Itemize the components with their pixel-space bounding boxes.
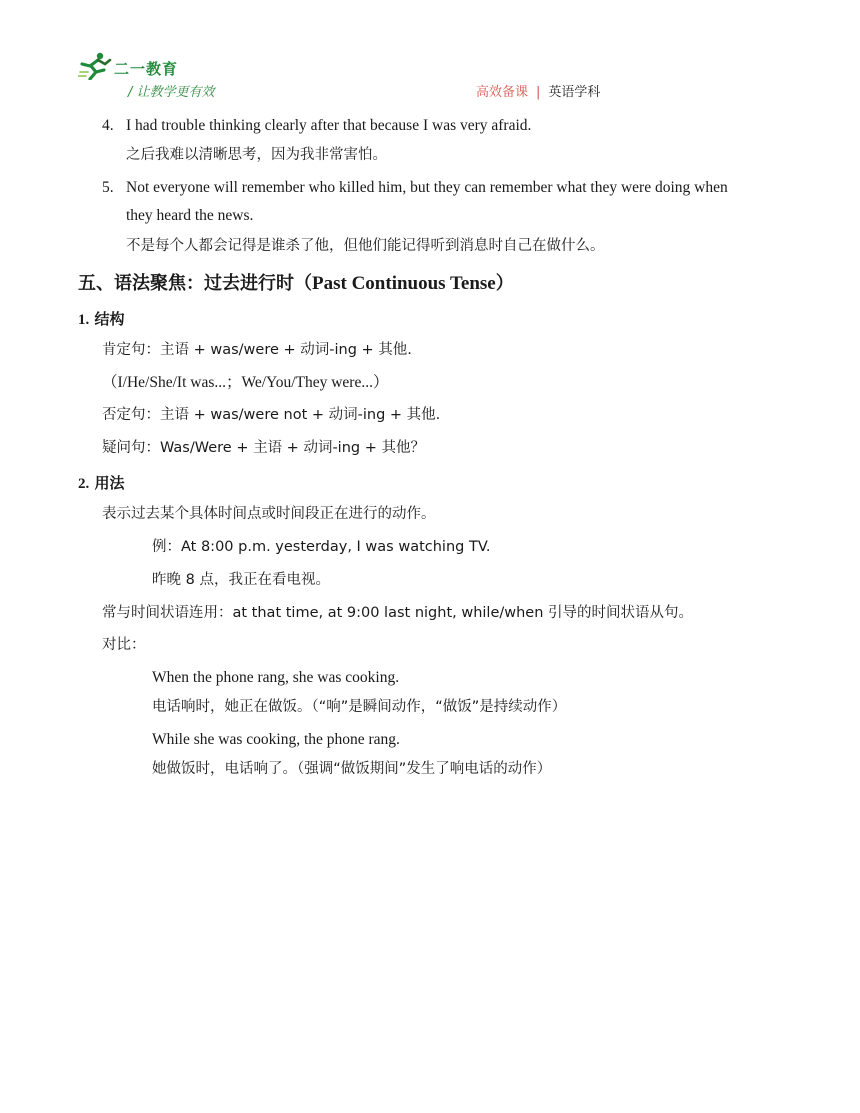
section-heading-close: ） [495,273,514,294]
item-5-english-line2: they heard the news. [126,207,254,224]
usage-description: 表示过去某个具体时间点或时间段正在进行的动作。 [102,506,436,522]
section-heading-en: Past Continuous Tense [312,273,496,294]
item-4-number: 4. [102,117,114,134]
structure-title-number: 1. [78,312,90,328]
section-heading-cn: 五、语法聚焦：过去进行时（ [78,273,312,294]
compare-2-chinese: 她做饭时，电话响了。（强调“做饭期间”发生了响电话的动作） [152,761,552,777]
structure-title [78,308,125,329]
usage-title [78,472,125,493]
header-left-label: 高效备课 [476,85,529,100]
logo-text: 二一教育 [114,60,179,78]
usage-adverbials: 常与时间状语连用：at that time, at 9:00 last night, while/when 引导的时间状语从句。 [102,605,694,621]
usage-example-cn: 昨晚 8 点，我正在看电视。 [152,572,330,588]
item-4-chinese: 之后我难以清晰思考，因为我非常害怕。 [126,147,387,163]
compare-2-english: While she was cooking, the phone rang. [152,731,400,748]
slogan: / 让教学更有效 [128,85,215,100]
item-5-chinese: 不是每个人都会记得是谁杀了他，但他们能记得听到消息时自己在做什么。 [126,238,605,254]
item-5-number: 5. [102,179,114,196]
usage-example-en: 例：At 8:00 p.m. yesterday, I was watching TV. [152,539,491,555]
structure-title-text: 结构 [94,310,125,328]
runner-logo-icon [78,52,112,80]
usage-title-number: 2. [78,476,90,492]
compare-label: 对比： [102,637,146,653]
item-4-english: I had trouble thinking clearly after that because I was very afraid. [126,117,532,134]
header-right-label: 英语学科 [548,85,601,100]
question-rule: 疑问句：Was/Were + 主语 + 动词-ing + 其他？ [102,440,425,456]
usage-title-text: 用法 [94,474,125,492]
section-heading [78,269,514,295]
compare-1-chinese: 电话响时，她正在做饭。（“响”是瞬间动作，“做饭”是持续动作） [152,699,567,715]
negative-rule: 否定句：主语 + was/were not + 动词-ing + 其他. [102,407,441,423]
item-5-english-line1: Not everyone will remember who killed him, but they can remember what they were doing when [126,179,728,196]
header-labels [476,81,600,100]
affirmative-rule: 肯定句：主语 + was/were + 动词-ing + 其他. [102,342,412,358]
header-separator: | [536,85,541,100]
logo [78,52,208,82]
compare-1-english: When the phone rang, she was cooking. [152,669,400,686]
affirmative-note: （I/He/She/It was...；We/You/They were...） [102,374,389,391]
